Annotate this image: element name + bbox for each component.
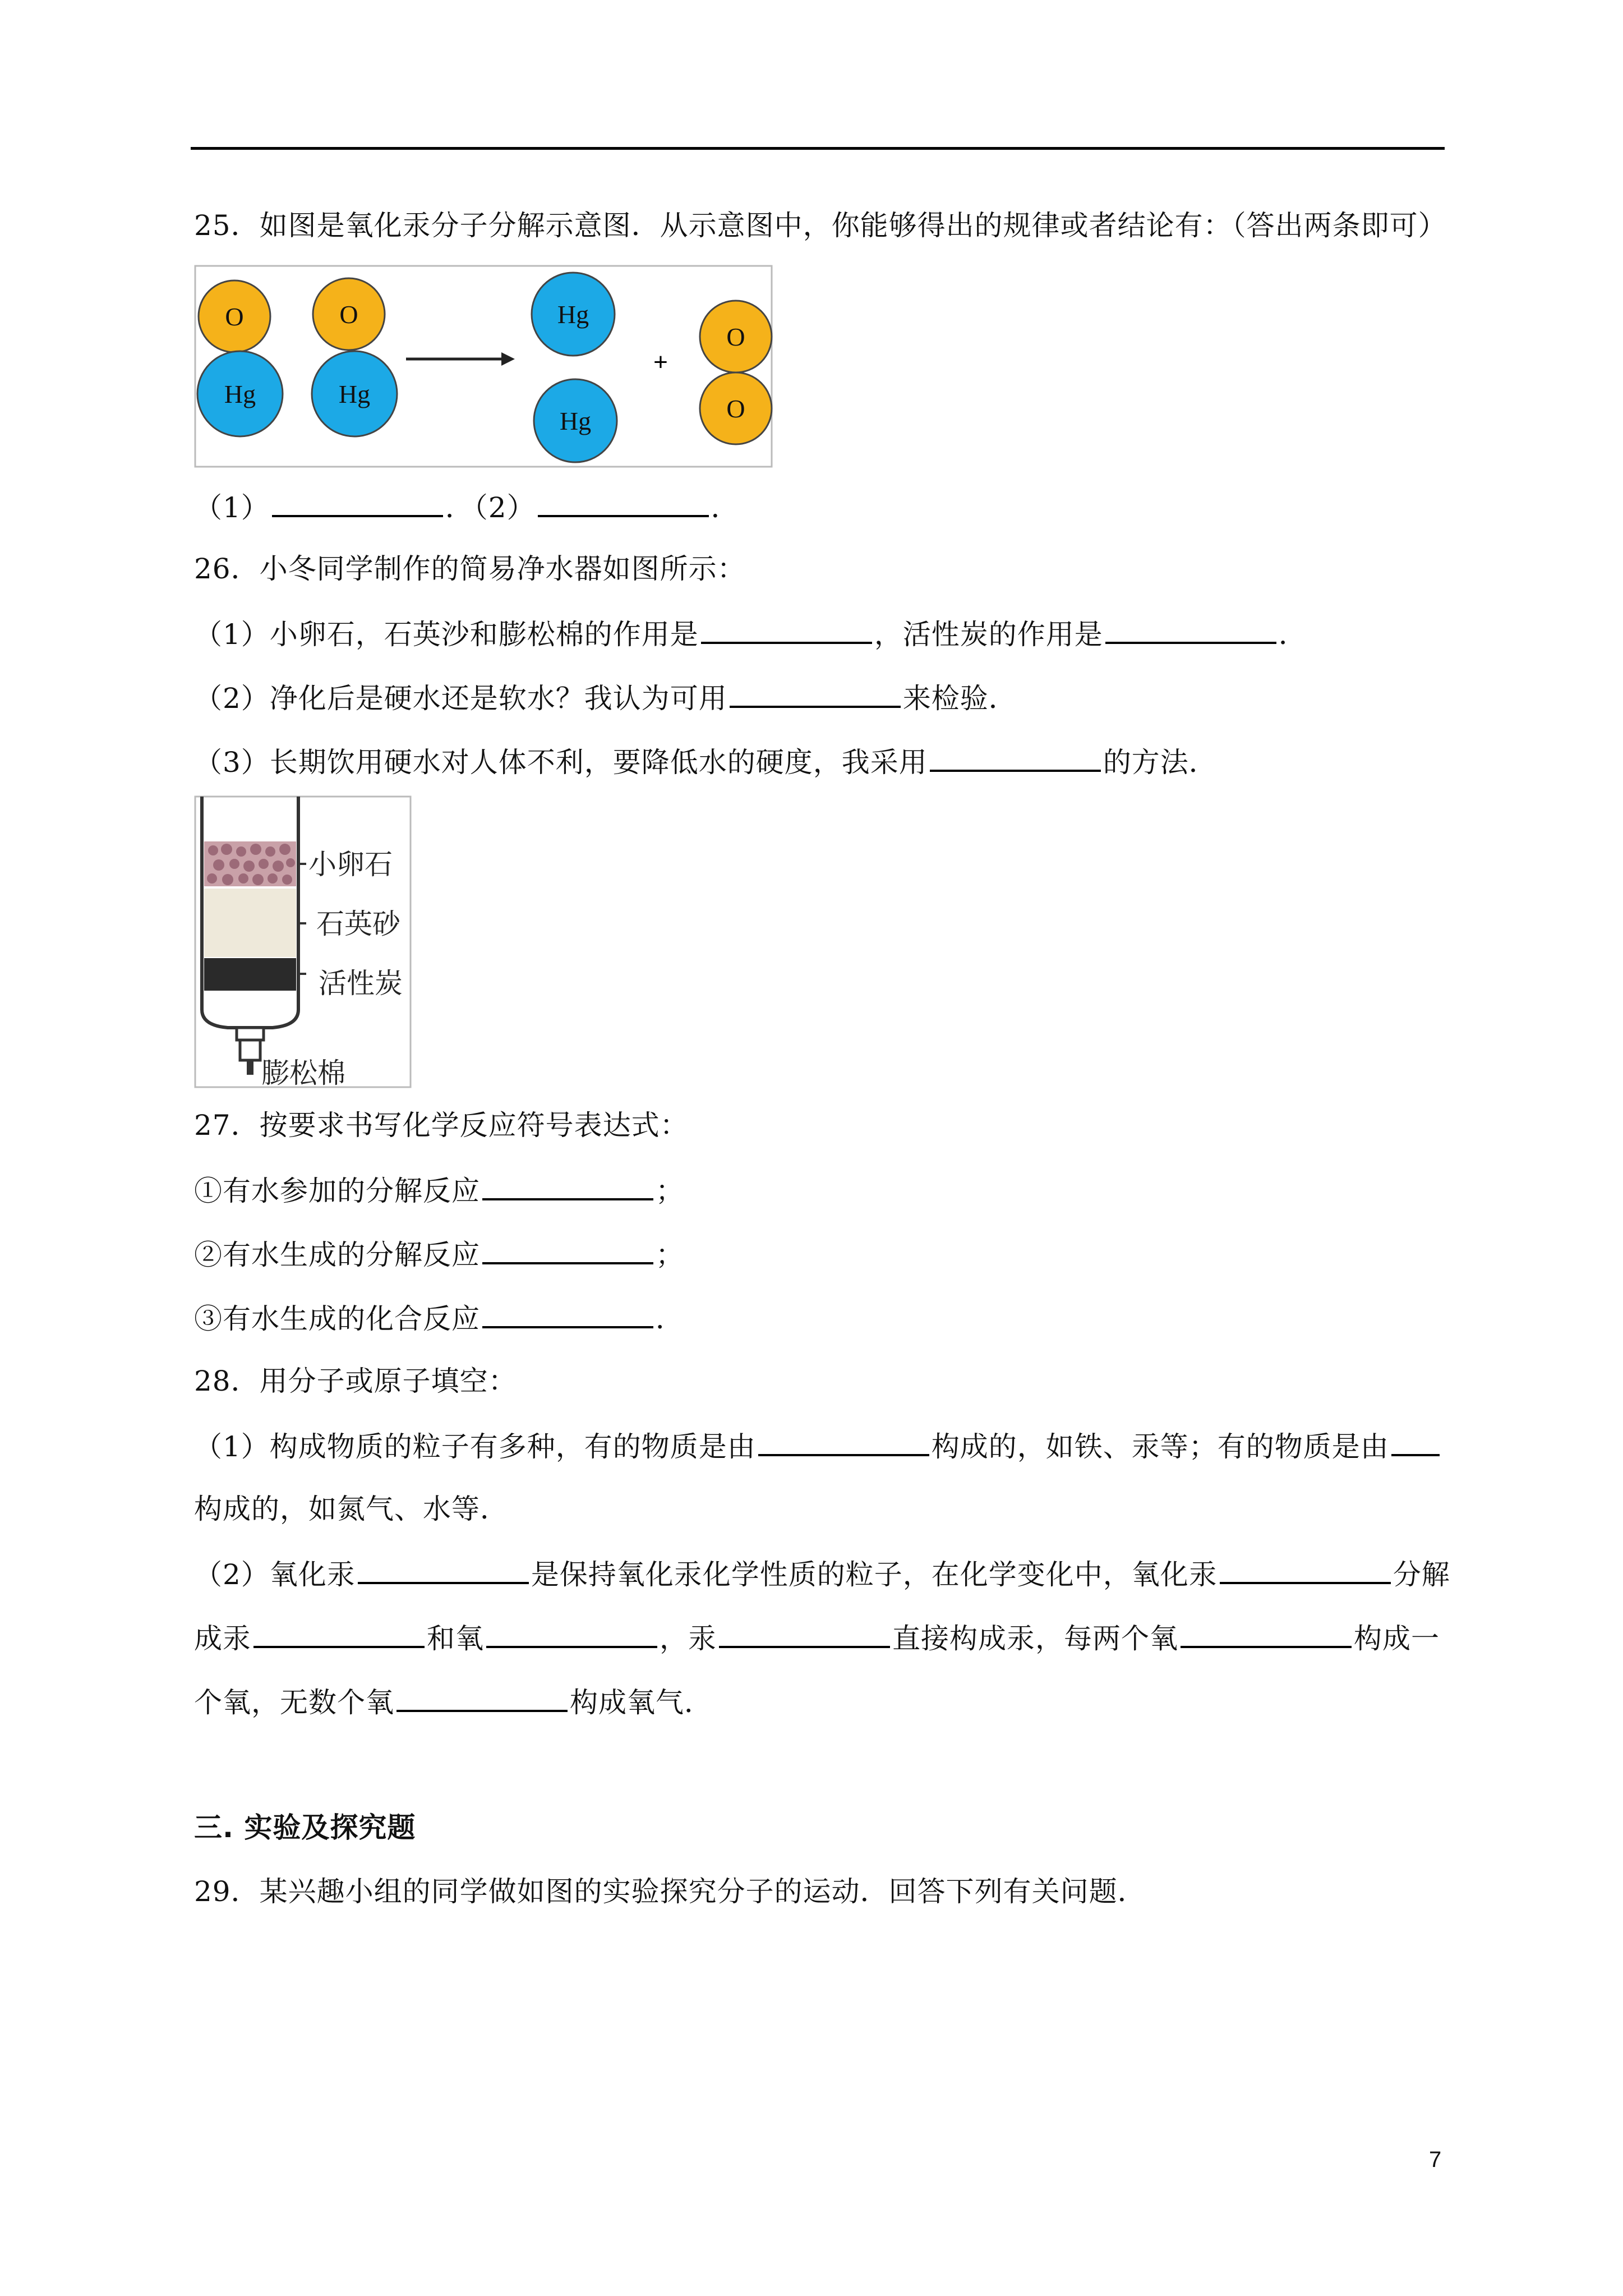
page-number: 7 (1429, 2147, 1442, 2172)
oxygen-label: O (339, 300, 358, 329)
mercury-oxide-decomposition-diagram (194, 265, 773, 468)
section-heading: 三. 实验及探究题 (194, 1811, 416, 1844)
water-filter-diagram (194, 795, 412, 1088)
q26-stem: 26．小冬同学制作的简易净水器如图所示： (194, 553, 746, 585)
q25-answer-line: （1） ．（2） ． (194, 488, 740, 526)
activated-carbon-layer (204, 958, 296, 991)
q25-stem: 25．如图是氧化汞分子分解示意图．从示意图中，你能够得出的规律或者结论有：（答出两条即可） (194, 209, 1447, 242)
mercury-label: Hg (559, 407, 592, 435)
mercury-label: Hg (338, 380, 371, 408)
answer-blank[interactable] (482, 1235, 653, 1264)
q28-part2-end: 个氧，无数个氧 构成氧气． (194, 1683, 713, 1720)
quartz-sand-layer (204, 889, 296, 957)
q28-part1-cont: 构成的，如氮气、水等． (194, 1493, 509, 1525)
q29-stem: 29．某兴趣小组的同学做如图的实验探究分子的运动．回答下列有关问题． (194, 1875, 1146, 1908)
answer-blank[interactable] (272, 488, 443, 517)
mercury-label: Hg (224, 380, 256, 408)
oxygen-label: O (726, 323, 745, 351)
q26-part1: （1）小卵石，石英沙和膨松棉的作用是 ，活性炭的作用是 ． (194, 615, 1307, 652)
answer-blank[interactable] (730, 679, 901, 708)
q28-part2-cont: 成汞 和氧 ，汞 直接构成汞，每两个氧 构成一 (194, 1619, 1440, 1657)
q27-item3: ③有水生成的化合反应 ． (194, 1299, 684, 1337)
oxygen-label: O (225, 302, 244, 331)
answer-blank[interactable] (758, 1427, 929, 1456)
mercury-label: Hg (557, 300, 589, 329)
answer-blank[interactable] (482, 1299, 653, 1328)
answer-blank[interactable] (538, 488, 709, 517)
q26-part3: （3）长期饮用硬水对人体不利，要降低水的硬度，我采用 的方法． (194, 743, 1218, 780)
answer-blank[interactable] (1105, 615, 1276, 644)
answer-blank[interactable] (1391, 1427, 1440, 1456)
answer-blank[interactable] (253, 1619, 425, 1648)
header-rule (191, 147, 1445, 150)
q27-stem: 27．按要求书写化学反应符号表达式： (194, 1109, 689, 1142)
answer-blank[interactable] (930, 743, 1101, 772)
quartz-label: 石英砂 (316, 908, 400, 940)
cotton-label: 膨松棉 (261, 1057, 345, 1088)
answer-blank[interactable] (1181, 1619, 1352, 1648)
answer-blank[interactable] (701, 615, 872, 644)
answer-blank[interactable] (482, 1171, 653, 1200)
q27-item2: ②有水生成的分解反应 ； (194, 1235, 684, 1273)
answer-blank[interactable] (486, 1619, 657, 1648)
oxygen-label: O (726, 394, 745, 423)
answer-blank[interactable] (396, 1683, 568, 1712)
q28-part1: （1）构成物质的粒子有多种，有的物质是由 构成的，如铁、汞等；有的物质是由 (194, 1427, 1442, 1465)
pebble-label: 小卵石 (308, 848, 393, 881)
q28-stem: 28．用分子或原子填空： (194, 1365, 517, 1397)
answer-blank[interactable] (1220, 1555, 1391, 1584)
plus-sign: + (653, 348, 668, 376)
q27-item1: ①有水参加的分解反应 ； (194, 1171, 684, 1209)
q28-part2: （2）氧化汞 是保持氧化汞化学性质的粒子，在化学变化中，氧化汞 分解 (194, 1555, 1450, 1593)
q26-part2: （2）净化后是硬水还是软水？我认为可用 来检验． (194, 679, 1017, 716)
carbon-label: 活性炭 (319, 967, 403, 1000)
answer-blank[interactable] (719, 1619, 890, 1648)
answer-blank[interactable] (358, 1555, 529, 1584)
